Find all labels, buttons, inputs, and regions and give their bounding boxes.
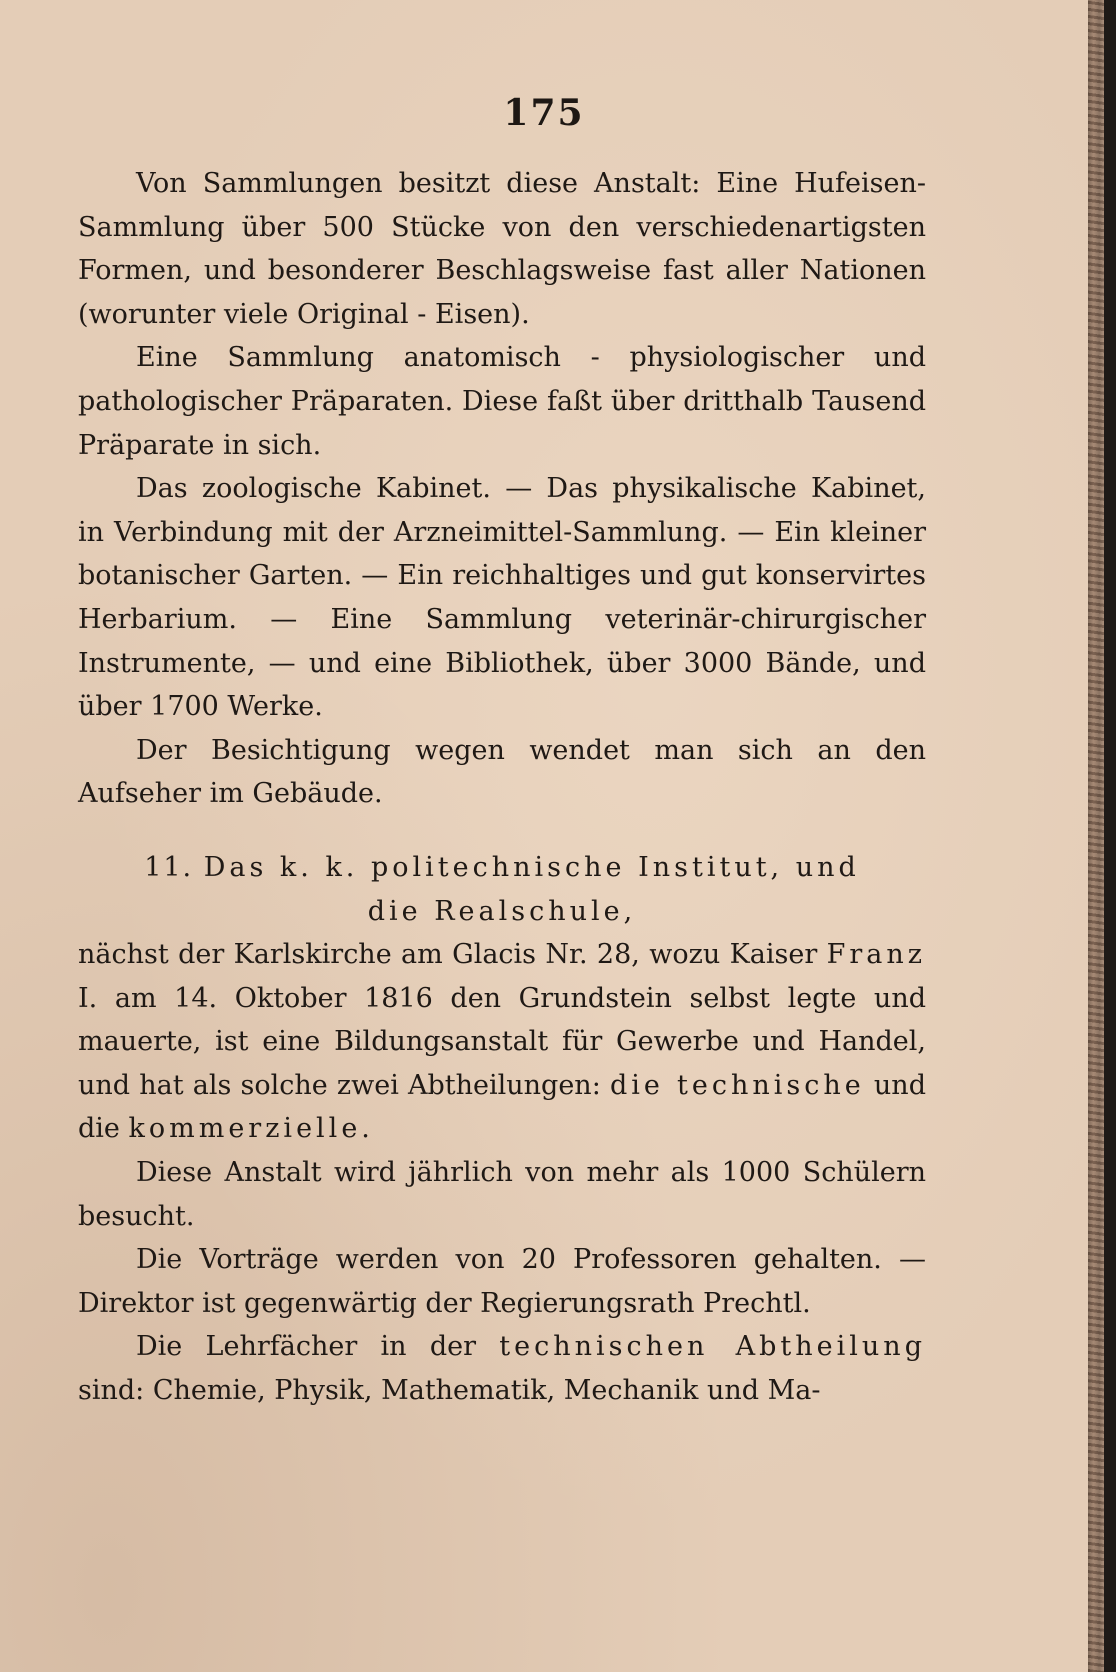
section-number: 11. [144,851,194,883]
section-title-line2: die Realschule, [367,895,637,927]
book-cover-edge [1104,0,1116,1672]
paragraph-visiting: Der Besichtigung wegen wendet man sich an den Aufseher im Gebäude. [78,734,926,810]
paragraph-subjects [78,1325,926,1412]
section-heading [78,846,926,933]
paragraph-cabinets: Das zoologische Kabinet. — Das physikalische Kabinet, in Verbindung mit der Arzneimittel-Sammlung. — Ein kleiner botanischer Garten. — Ein reichhaltiges und gut konservirtes Herbarium. — Eine Sammlung veterinär-chirurgischer Instrumente, — und eine Bibliothek, über 3000 Bände, und über 1700 Werke. [78,473,926,723]
paragraph-location [78,933,926,1151]
commercial-division: kommerzielle [128,1113,362,1145]
section-title-line1: Das k. k. politechnische Institut, und [203,851,860,883]
paragraph-professors: Die Vorträge werden von 20 Professoren gehalten. — Direktor ist gegenwärtig der Regierungsrath Prechtl. [78,1244,926,1319]
subjects-start: Die Lehrfächer in der [136,1331,476,1363]
location-und: und die [78,1069,926,1145]
location-start: nächst der Karlskirche am Glacis Nr. 28, wozu Kaiser [78,939,818,971]
body-text [78,162,926,1413]
location-mid: I. am 14. Oktober 1816 den Grundstein selbst legte und mauerte, ist eine Bildungsanstalt für Gewerbe und Handel, und hat als solche zwei Abtheilungen: [78,982,926,1101]
paragraph-anatomy: Eine Sammlung anatomisch - physiologischer und pathologischer Präparaten. Diese faßt über dritthalb Tausend Präparate in sich. [78,342,926,461]
page-number: 175 [503,92,585,134]
subjects-end: sind: Chemie, Physik, Mathematik, Mechanik und Ma- [78,1375,821,1407]
name-franz: Franz [826,939,926,971]
paragraph-collections: Von Sammlungen besitzt diese Anstalt: Eine Hufeisen-Sammlung über 500 Stücke von den verschiedenartigsten Formen, und besonderer Beschlagsweise fast aller Nationen (worunter viele Original - Eisen). [78,168,926,330]
technical-division: die technische [609,1069,865,1101]
location-end: . [361,1113,370,1145]
technical-division-emphasis: technischen Abtheilung [499,1331,926,1363]
paragraph-students: Diese Anstalt wird jährlich von mehr als 1000 Schülern besucht. [78,1157,926,1232]
